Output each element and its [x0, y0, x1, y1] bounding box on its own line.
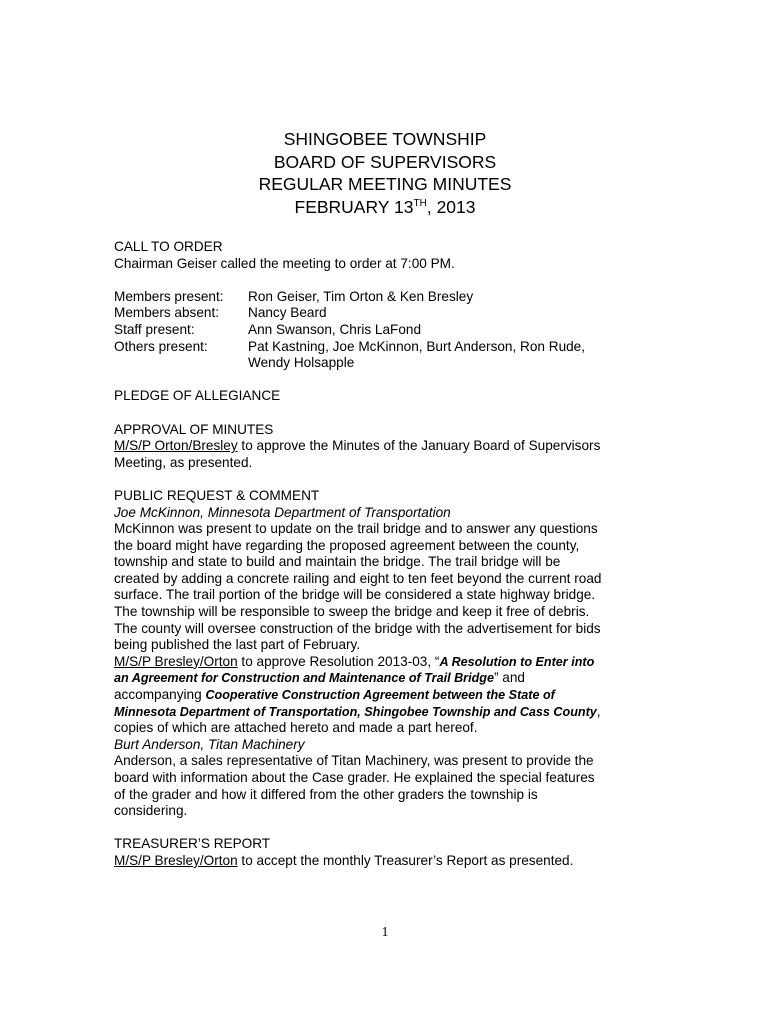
attendance-value-continued: Wendy Holsapple — [248, 355, 355, 371]
motion-label: M/S/P Bresley/Orton — [114, 852, 238, 868]
title-township: SHINGOBEE TOWNSHIP — [283, 129, 487, 149]
motion-line — [114, 654, 664, 671]
section-heading: PUBLIC REQUEST & COMMENT — [114, 487, 320, 503]
paragraph: Chairman Geiser called the meeting to order at 7:00 PM. — [114, 255, 455, 271]
section-heading: PLEDGE OF ALLEGIANCE — [114, 388, 281, 404]
attendance-value: Nancy Beard — [248, 305, 327, 321]
motion-text: accompanying — [114, 687, 206, 703]
section-heading: CALL TO ORDER — [114, 239, 223, 254]
motion-text: to approve the Minutes of the January Board of Supervisors — [237, 438, 601, 454]
paragraph-line: board with information about the Case grader. He explained the special features — [114, 770, 595, 785]
title-date — [0, 196, 770, 219]
paragraph-line: The township will be responsible to sweep the bridge and keep it free of debris. — [114, 604, 590, 620]
section-pledge — [114, 388, 664, 405]
title-board: BOARD OF SUPERVISORS — [273, 151, 497, 172]
attendance-value: Pat Kastning, Joe McKinnon, Burt Anderson, Ron Rude, — [248, 338, 586, 354]
minutes-body — [114, 239, 664, 886]
attendance-label: Staff present: — [114, 321, 195, 337]
motion-text: to accept the monthly Treasurer’s Report as presented. — [237, 852, 574, 868]
section-treasurer-report — [114, 836, 664, 869]
paragraph-line: the board might have regarding the proposed agreement between the county, — [114, 537, 580, 553]
motion-line — [114, 704, 664, 721]
motion-label: M/S/P Bresley/Orton — [114, 653, 238, 669]
page-number: 1 — [381, 924, 389, 939]
motion-line — [114, 670, 664, 687]
motion-label: M/S/P Orton/Bresley — [114, 438, 238, 454]
attendance-value: Ron Geiser, Tim Orton & Ken Bresley — [248, 288, 474, 304]
title-meeting: REGULAR MEETING MINUTES — [258, 174, 512, 194]
speaker-name: Joe McKinnon, Minnesota Department of Transportation — [114, 504, 451, 520]
section-attendance — [114, 289, 664, 372]
motion-text: to approve Resolution 2013-03, “ — [237, 653, 440, 669]
paragraph-line: surface. The trail portion of the bridge will be considered a state highway bridge. — [114, 587, 596, 603]
attendance-value: Ann Swanson, Chris LaFond — [248, 321, 422, 337]
motion-line — [114, 687, 664, 704]
paragraph-line: created by adding a concrete railing and eight to ten feet beyond the current road — [114, 570, 602, 586]
section-call-to-order — [114, 239, 664, 272]
paragraph-line: of the grader and how it differed from the other graders the township is — [114, 786, 538, 802]
motion-line — [114, 853, 664, 870]
attendance-row-others-present — [114, 339, 664, 356]
title-date-suffix: TH — [413, 197, 427, 209]
agreement-title-continued: Minnesota Department of Transportation, Shingobee Township and Cass County — [114, 704, 597, 719]
resolution-title-continued: an Agreement for Construction and Maintenance of Trail Bridge — [114, 671, 494, 686]
title-date-year: , 2013 — [426, 196, 476, 217]
attendance-row-members-absent — [114, 305, 664, 322]
motion-text-continued: copies of which are attached hereto and made a part hereof. — [114, 720, 478, 736]
motion-text: ” and — [493, 670, 525, 686]
document-title — [0, 128, 770, 218]
section-approval-of-minutes — [114, 422, 664, 472]
section-heading: APPROVAL OF MINUTES — [114, 421, 274, 437]
motion-line — [114, 438, 664, 455]
speaker-name: Burt Anderson, Titan Machinery — [114, 736, 305, 752]
paragraph-line: The county will oversee construction of the bridge with the advertisement for bids — [114, 620, 601, 636]
section-public-request — [114, 488, 664, 820]
paragraph-line: considering. — [114, 803, 188, 819]
motion-text: , — [596, 703, 601, 719]
attendance-label: Members absent: — [114, 305, 220, 321]
attendance-label: Others present: — [114, 338, 208, 354]
paragraph-line: McKinnon was present to update on the trail bridge and to answer any questions — [114, 521, 598, 537]
attendance-label: Members present: — [114, 288, 224, 304]
attendance-row-staff-present — [114, 322, 664, 339]
motion-text-continued: Meeting, as presented. — [114, 454, 253, 470]
paragraph-line: being published the last part of February. — [114, 637, 361, 653]
title-date-month: FEBRUARY 13 — [294, 196, 414, 217]
section-heading: TREASURER’S REPORT — [114, 836, 271, 852]
attendance-row-members-present — [114, 289, 664, 306]
paragraph-line: Anderson, a sales representative of Titan Machinery, was present to provide the — [114, 753, 594, 769]
agreement-title: Cooperative Construction Agreement between the State of — [205, 688, 555, 703]
paragraph-line: township and state to build and maintain the bridge. The trail bridge will be — [114, 554, 561, 570]
resolution-title: A Resolution to Enter into — [439, 654, 595, 669]
